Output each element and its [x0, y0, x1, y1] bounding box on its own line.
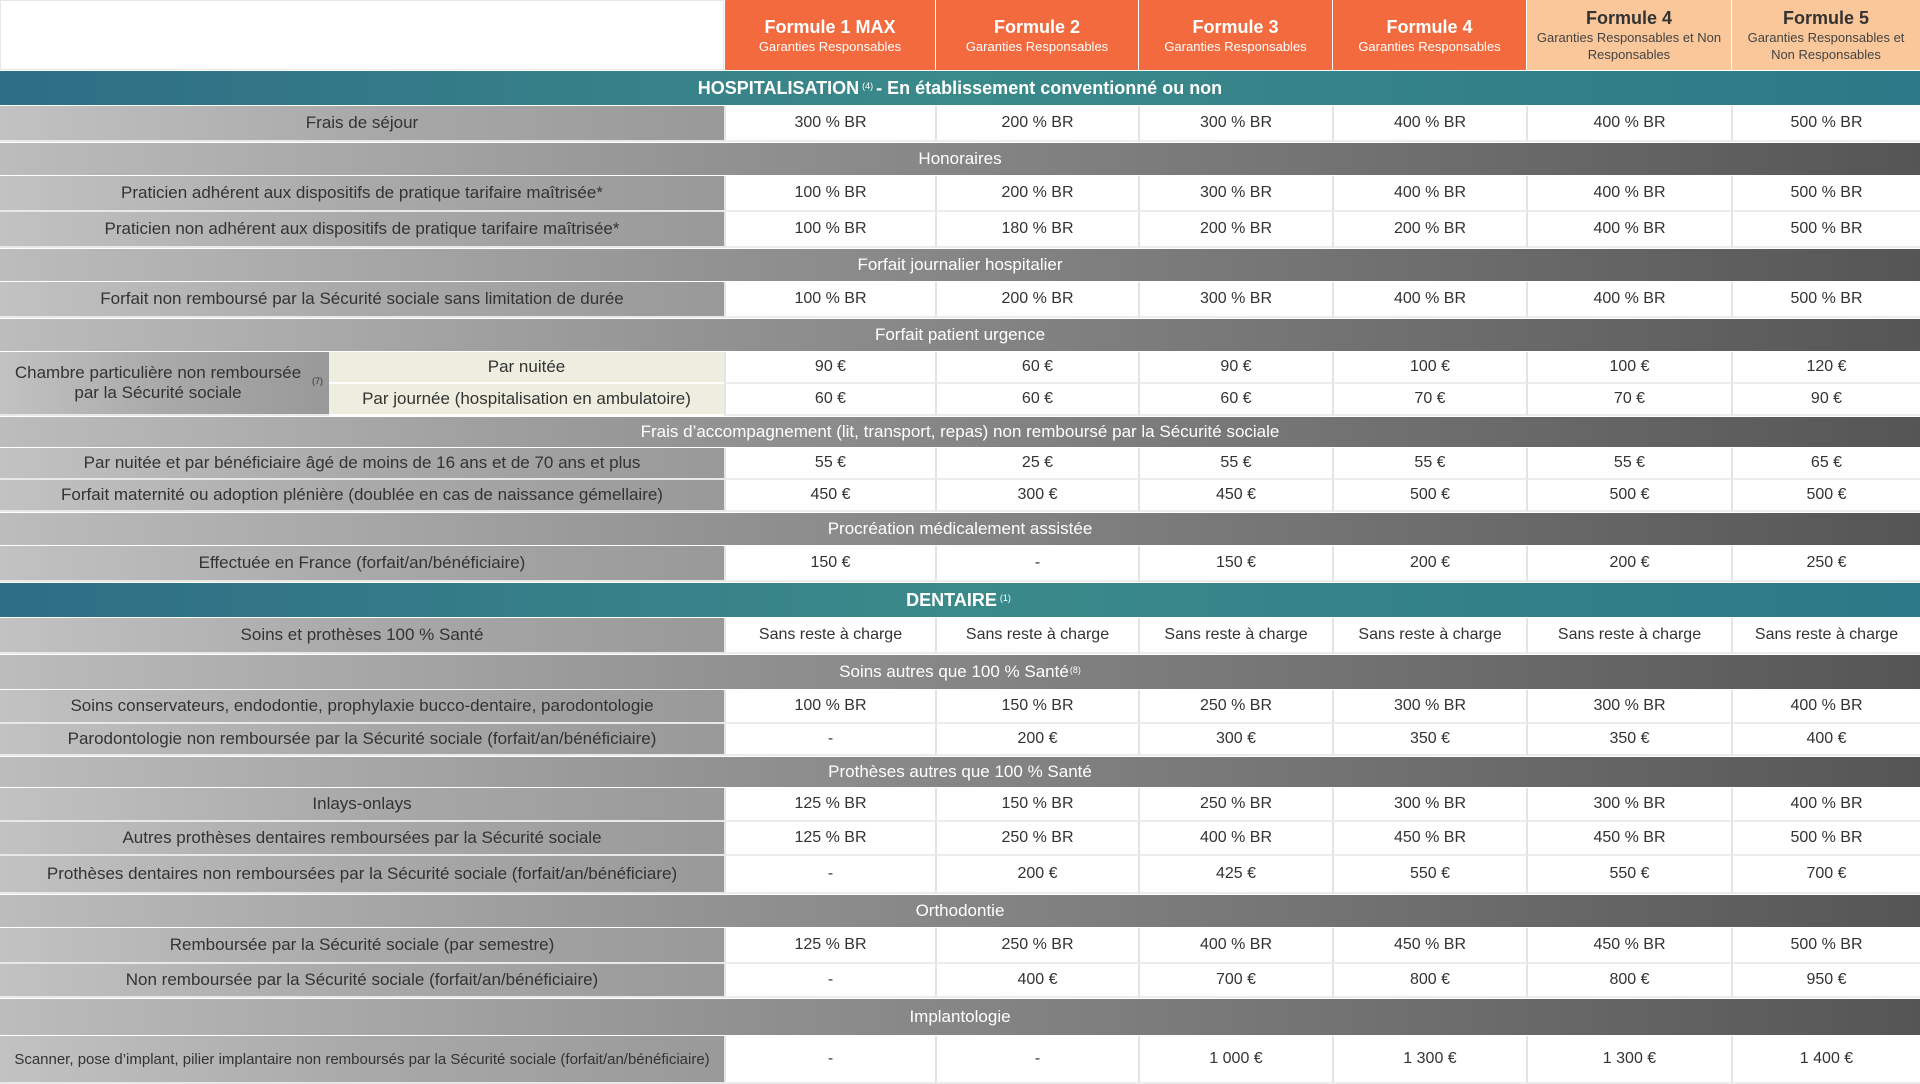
column-header: [1332, 0, 1526, 70]
value-cell: 300 % BR: [1332, 788, 1526, 822]
column-title: Formule 4: [1585, 8, 1673, 28]
value-cell: Sans reste à charge: [724, 618, 935, 654]
value-cell: 950 €: [1731, 964, 1920, 998]
value-cell: 500 €: [1332, 480, 1526, 512]
value-cell: -: [724, 856, 935, 894]
value-cell: 250 % BR: [1138, 690, 1332, 724]
subsection-title: Honoraires: [918, 149, 1002, 168]
value-cell: 350 €: [1332, 724, 1526, 756]
column-subtitle: Garanties Responsables: [1164, 38, 1307, 54]
value-cell: 1 300 €: [1526, 1036, 1731, 1084]
value-cell: 90 €: [1731, 384, 1920, 416]
row-label-text: Soins conservateurs, endodontie, prophylaxie bucco-dentaire, parodontologie: [70, 696, 654, 715]
row-label: [0, 928, 724, 964]
value-cell: 400 % BR: [1332, 282, 1526, 318]
value-cell: 150 €: [1138, 546, 1332, 582]
column-subtitle: Garanties Responsables: [965, 38, 1109, 54]
value-cell: 100 % BR: [724, 282, 935, 318]
subsection-band: [0, 894, 1920, 928]
column-header: [724, 0, 935, 70]
value-cell: 100 % BR: [724, 176, 935, 212]
value-cell: -: [935, 1036, 1138, 1084]
value-cell: 70 €: [1526, 384, 1731, 416]
value-cell: 200 % BR: [935, 282, 1138, 318]
value-cell: -: [935, 546, 1138, 582]
value-cell: 200 % BR: [1332, 212, 1526, 248]
subrow-label: Par nuitée: [329, 352, 724, 384]
value-cell: 200 % BR: [935, 106, 1138, 142]
value-cell: 250 % BR: [935, 928, 1138, 964]
value-cell: 550 €: [1332, 856, 1526, 894]
row-label-text: Par nuitée et par bénéficiaire âgé de moins de 16 ans et de 70 ans et plus: [83, 453, 641, 472]
group-footnote: (7): [312, 376, 323, 386]
subsection-title: Prothèses autres que 100 % Santé: [828, 762, 1092, 781]
column-header: [1526, 0, 1731, 70]
value-cell: -: [724, 724, 935, 756]
row-label: [0, 724, 724, 756]
group-label-text: Chambre particulière non remboursée par la Sécurité sociale: [14, 363, 302, 402]
column-subtitle: Garanties Responsables et Non Responsables: [1536, 30, 1722, 62]
value-cell: 700 €: [1731, 856, 1920, 894]
subsection-band: [0, 654, 1920, 690]
column-title: Formule 2: [993, 16, 1081, 37]
value-cell: 500 % BR: [1731, 212, 1920, 248]
value-cell: Sans reste à charge: [1526, 618, 1731, 654]
column-title: Formule 3: [1192, 16, 1279, 37]
subsection-footnote: (8): [1069, 665, 1081, 675]
value-cell: 450 % BR: [1332, 822, 1526, 856]
value-cell: 150 % BR: [935, 788, 1138, 822]
section-band: [0, 70, 1920, 106]
value-cell: 500 % BR: [1731, 106, 1920, 142]
value-cell: 400 % BR: [1138, 822, 1332, 856]
value-cell: 60 €: [935, 384, 1138, 416]
row-label-text: Prothèses dentaires non remboursées par la Sécurité sociale (forfait/an/bénéficiare): [46, 864, 678, 883]
row-label-text: Effectuée en France (forfait/an/bénéficiaire): [198, 553, 526, 572]
value-cell: 500 % BR: [1731, 176, 1920, 212]
column-title: Formule 5: [1782, 8, 1870, 28]
value-cell: 450 % BR: [1332, 928, 1526, 964]
value-cell: 400 % BR: [1332, 176, 1526, 212]
column-subtitle: Garanties Responsables: [1358, 38, 1501, 54]
value-cell: 450 % BR: [1526, 928, 1731, 964]
row-label-text: Autres prothèses dentaires remboursées par la Sécurité sociale: [122, 828, 602, 847]
row-label: [0, 788, 724, 822]
header-corner: [0, 0, 724, 70]
column-title: Formule 1 MAX: [764, 16, 896, 37]
subsection-title: Forfait patient urgence: [874, 325, 1046, 344]
section-band: [0, 582, 1920, 618]
row-label: [0, 480, 724, 512]
value-cell: 250 % BR: [935, 822, 1138, 856]
row-label: [0, 212, 724, 248]
value-cell: 500 % BR: [1731, 282, 1920, 318]
value-cell: 60 €: [1138, 384, 1332, 416]
row-label-text: Forfait non remboursé par la Sécurité sociale sans limitation de durée: [100, 289, 624, 308]
value-cell: 25 €: [935, 448, 1138, 480]
subsection-title: Procréation médicalement assistée: [827, 519, 1093, 538]
value-cell: 150 % BR: [935, 690, 1138, 724]
value-cell: 200 % BR: [1138, 212, 1332, 248]
value-cell: 400 % BR: [1332, 106, 1526, 142]
value-cell: 550 €: [1526, 856, 1731, 894]
value-cell: 250 €: [1731, 546, 1920, 582]
value-cell: 65 €: [1731, 448, 1920, 480]
row-label: [0, 856, 724, 894]
value-cell: 400 % BR: [1138, 928, 1332, 964]
value-cell: 450 % BR: [1526, 822, 1731, 856]
section-footnote: (1): [999, 593, 1011, 603]
subsection-title: Implantologie: [909, 1007, 1011, 1026]
subsection-band: [0, 248, 1920, 282]
subsection-title: Orthodontie: [915, 901, 1005, 920]
row-label-text: Frais de séjour: [305, 113, 419, 132]
value-cell: 200 €: [1526, 546, 1731, 582]
section-suffix: - En établissement conventionné ou non: [876, 77, 1223, 98]
value-cell: 400 % BR: [1526, 212, 1731, 248]
column-subtitle: Garanties Responsables: [758, 38, 902, 54]
value-cell: 250 % BR: [1138, 788, 1332, 822]
value-cell: 400 % BR: [1526, 106, 1731, 142]
value-cell: 300 % BR: [1138, 282, 1332, 318]
subsection-band: [0, 512, 1920, 546]
value-cell: 400 €: [935, 964, 1138, 998]
value-cell: 90 €: [724, 352, 935, 384]
value-cell: 400 % BR: [1731, 788, 1920, 822]
value-cell: 100 €: [1526, 352, 1731, 384]
subsection-band: [0, 142, 1920, 176]
group-label: [0, 352, 329, 416]
row-label: [0, 690, 724, 724]
value-cell: 300 % BR: [1526, 690, 1731, 724]
row-label: [0, 822, 724, 856]
subsection-band: [0, 756, 1920, 788]
value-cell: 70 €: [1332, 384, 1526, 416]
value-cell: 125 % BR: [724, 928, 935, 964]
value-cell: 500 €: [1731, 480, 1920, 512]
value-cell: 500 €: [1526, 480, 1731, 512]
value-cell: 200 €: [1332, 546, 1526, 582]
value-cell: 150 €: [724, 546, 935, 582]
value-cell: Sans reste à charge: [935, 618, 1138, 654]
subsection-band: [0, 998, 1920, 1036]
value-cell: 200 €: [935, 856, 1138, 894]
row-label-text: Forfait maternité ou adoption plénière (doublée en cas de naissance gémellaire): [61, 485, 663, 504]
subsection-title: Soins autres que 100 % Santé: [839, 662, 1069, 681]
value-cell: 90 €: [1138, 352, 1332, 384]
value-cell: 60 €: [724, 384, 935, 416]
value-cell: 400 €: [1731, 724, 1920, 756]
value-cell: 300 % BR: [1138, 176, 1332, 212]
value-cell: 100 €: [1332, 352, 1526, 384]
value-cell: 55 €: [1138, 448, 1332, 480]
subsection-band: [0, 416, 1920, 448]
section-title: HOSPITALISATION: [697, 77, 860, 98]
value-cell: 1 300 €: [1332, 1036, 1526, 1084]
value-cell: 300 €: [1138, 724, 1332, 756]
value-cell: 55 €: [1332, 448, 1526, 480]
value-cell: 400 % BR: [1526, 176, 1731, 212]
row-label-text: Praticien non adhérent aux dispositifs de pratique tarifaire maîtrisée*: [104, 219, 620, 238]
row-label: [0, 106, 724, 142]
value-cell: Sans reste à charge: [1138, 618, 1332, 654]
row-label-text: Non remboursée par la Sécurité sociale (forfait/an/bénéficiaire): [125, 970, 599, 989]
section-title: DENTAIRE: [906, 589, 997, 610]
value-cell: 800 €: [1332, 964, 1526, 998]
column-header: [1731, 0, 1920, 70]
value-cell: 800 €: [1526, 964, 1731, 998]
section-footnote: (4): [862, 81, 874, 91]
row-label-text: Inlays-onlays: [312, 794, 412, 813]
row-label-text: Parodontologie non remboursée par la Sécurité sociale (forfait/an/bénéficiaire): [67, 729, 657, 748]
value-cell: Sans reste à charge: [1731, 618, 1920, 654]
value-cell: Sans reste à charge: [1332, 618, 1526, 654]
row-label-text: Praticien adhérent aux dispositifs de pratique tarifaire maîtrisée*: [121, 183, 603, 202]
row-label: [0, 448, 724, 480]
value-cell: 60 €: [935, 352, 1138, 384]
column-title: Formule 4: [1386, 16, 1473, 37]
subsection-title: Frais d’accompagnement (lit, transport, repas) non remboursé par la Sécurité sociale: [640, 422, 1280, 441]
value-cell: 450 €: [1138, 480, 1332, 512]
value-cell: 180 % BR: [935, 212, 1138, 248]
value-cell: -: [724, 964, 935, 998]
value-cell: 1 400 €: [1731, 1036, 1920, 1084]
value-cell: 200 €: [935, 724, 1138, 756]
value-cell: -: [724, 1036, 935, 1084]
column-header: [1138, 0, 1332, 70]
value-cell: 120 €: [1731, 352, 1920, 384]
column-header: [935, 0, 1138, 70]
row-label-text: Scanner, pose d’implant, pilier implantaire non remboursés par la Sécurité sociale (forfait/an/bénéficiaire): [14, 1050, 710, 1068]
column-subtitle: Garanties Responsables et Non Responsables: [1747, 30, 1905, 62]
value-cell: 400 % BR: [1526, 282, 1731, 318]
row-label: [0, 176, 724, 212]
value-cell: 350 €: [1526, 724, 1731, 756]
value-cell: 55 €: [724, 448, 935, 480]
value-cell: 300 % BR: [1138, 106, 1332, 142]
value-cell: 125 % BR: [724, 788, 935, 822]
value-cell: 300 €: [935, 480, 1138, 512]
row-label: [0, 1036, 724, 1084]
value-cell: 500 % BR: [1731, 928, 1920, 964]
value-cell: 700 €: [1138, 964, 1332, 998]
row-label: [0, 618, 724, 654]
value-cell: 125 % BR: [724, 822, 935, 856]
value-cell: 300 % BR: [1332, 690, 1526, 724]
value-cell: 200 % BR: [935, 176, 1138, 212]
value-cell: 500 % BR: [1731, 822, 1920, 856]
subsection-title: Forfait journalier hospitalier: [857, 255, 1063, 274]
row-label-text: Soins et prothèses 100 % Santé: [240, 625, 484, 644]
value-cell: 300 % BR: [1526, 788, 1731, 822]
value-cell: 425 €: [1138, 856, 1332, 894]
subrow-label: Par journée (hospitalisation en ambulatoire): [329, 384, 724, 416]
value-cell: 400 % BR: [1731, 690, 1920, 724]
subsection-band: [0, 318, 1920, 352]
value-cell: 1 000 €: [1138, 1036, 1332, 1084]
row-label: [0, 964, 724, 998]
row-label: [0, 546, 724, 582]
row-label: [0, 282, 724, 318]
value-cell: 450 €: [724, 480, 935, 512]
value-cell: 55 €: [1526, 448, 1731, 480]
value-cell: 100 % BR: [724, 690, 935, 724]
row-label-text: Remboursée par la Sécurité sociale (par semestre): [169, 935, 555, 954]
value-cell: 100 % BR: [724, 212, 935, 248]
value-cell: 300 % BR: [724, 106, 935, 142]
